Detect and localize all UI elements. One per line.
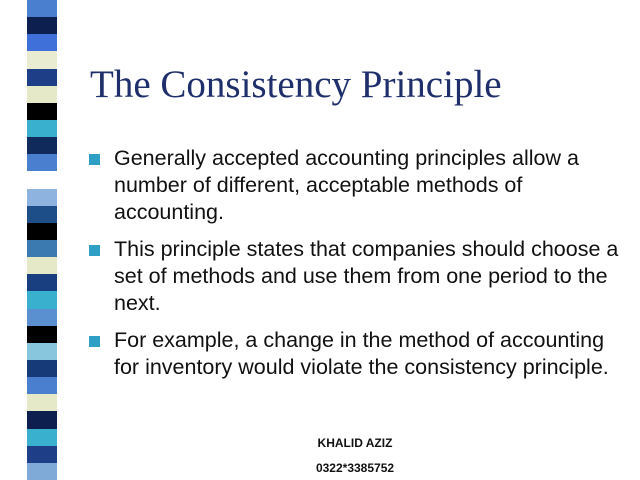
bullet-text: This principle states that companies should choose a set of methods and use them from one period to the next.	[114, 237, 619, 315]
stripe-segment	[27, 0, 57, 17]
stripe-segment	[27, 51, 57, 68]
stripe-segment	[27, 103, 57, 120]
stripe-segment	[27, 360, 57, 377]
stripe-segment	[27, 326, 57, 343]
square-bullet-icon	[89, 245, 100, 256]
stripe-segment	[27, 240, 57, 257]
footer-author-name: KHALID AZIZ	[317, 436, 393, 450]
stripe-segment	[27, 86, 57, 103]
square-bullet-icon	[89, 336, 100, 347]
decorative-stripe	[27, 0, 57, 480]
stripe-segment	[27, 171, 57, 188]
stripe-segment	[27, 137, 57, 154]
slide-title: The Consistency Principle	[90, 63, 502, 106]
stripe-segment	[27, 411, 57, 428]
stripe-segment	[27, 309, 57, 326]
bullet-item	[89, 236, 619, 317]
stripe-segment	[27, 377, 57, 394]
bullet-list	[89, 145, 619, 391]
bullet-text: For example, a change in the method of accounting for inventory would violate the consistency principle.	[114, 328, 609, 379]
stripe-segment	[27, 154, 57, 171]
stripe-segment	[27, 120, 57, 137]
bullet-text: Generally accepted accounting principles allow a number of different, acceptable methods of accounting.	[114, 146, 579, 224]
stripe-segment	[27, 394, 57, 411]
footer-phone: 0322*3385752	[315, 461, 395, 475]
stripe-segment	[27, 343, 57, 360]
stripe-segment	[27, 69, 57, 86]
stripe-segment	[27, 189, 57, 206]
stripe-segment	[27, 274, 57, 291]
stripe-segment	[27, 291, 57, 308]
square-bullet-icon	[89, 154, 100, 165]
stripe-segment	[27, 257, 57, 274]
stripe-segment	[27, 223, 57, 240]
stripe-segment	[27, 34, 57, 51]
stripe-segment	[27, 17, 57, 34]
bullet-item	[89, 145, 619, 226]
stripe-segment	[27, 206, 57, 223]
bullet-item	[89, 327, 619, 381]
